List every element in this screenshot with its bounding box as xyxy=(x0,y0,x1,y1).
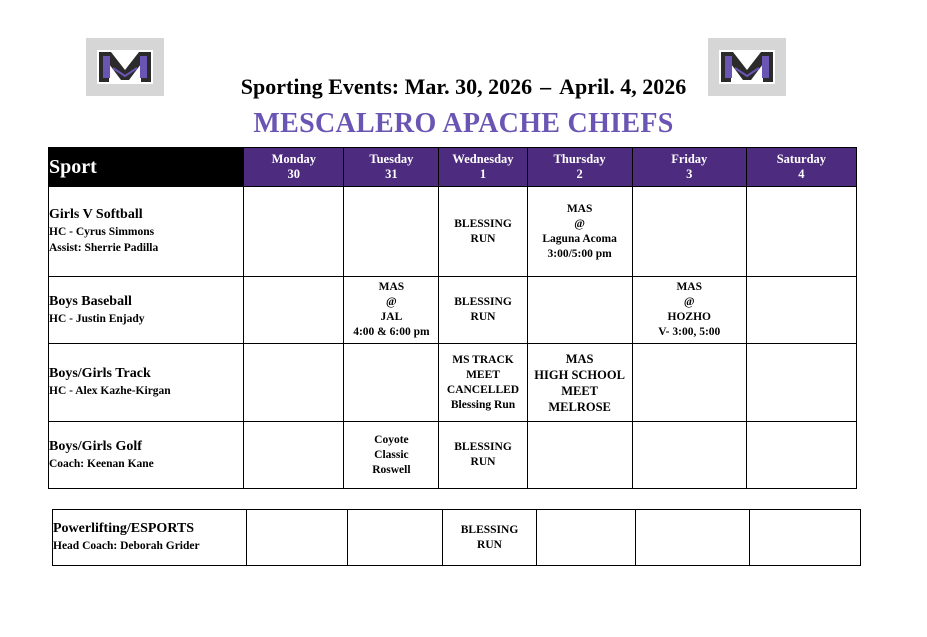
day-date: 1 xyxy=(479,167,487,181)
event-text: 4:00 & 6:00 pm xyxy=(353,326,430,338)
day-name: Saturday xyxy=(776,152,827,166)
event-cell-friday xyxy=(632,344,746,422)
event-cell-monday xyxy=(244,277,344,344)
event-cell-wednesday xyxy=(439,344,527,422)
sport-name: Powerlifting/ESPORTS xyxy=(53,521,195,536)
event-text: BLESSING xyxy=(454,217,512,230)
event-text: MAS xyxy=(378,281,405,293)
day-header-wednesday xyxy=(439,148,527,187)
event-text: MELROSE xyxy=(548,399,611,414)
event-text: CANCELLED xyxy=(446,383,520,396)
coach-name: Assist: Sherrie Padilla xyxy=(49,242,159,254)
event-cell-thursday xyxy=(537,510,636,566)
sport-column-header: Sport xyxy=(49,148,244,187)
event-cell-wednesday xyxy=(439,277,527,344)
day-date: 30 xyxy=(287,167,301,181)
event-cell-monday xyxy=(244,422,344,489)
event-cell-friday xyxy=(632,422,746,489)
table-row xyxy=(49,277,857,344)
event-text: MEET xyxy=(561,383,599,398)
event-cell-friday xyxy=(632,187,746,277)
event-cell-saturday xyxy=(746,277,856,344)
event-text: Blessing Run xyxy=(450,398,516,411)
event-cell-monday xyxy=(247,510,348,566)
event-text: RUN xyxy=(477,538,502,551)
event-text: @ xyxy=(386,296,397,308)
powerlifting-table xyxy=(52,509,861,566)
event-text: Laguna Acoma xyxy=(542,232,617,245)
event-cell-thursday xyxy=(527,422,632,489)
event-text: RUN xyxy=(470,311,496,323)
event-cell-thursday xyxy=(527,344,632,422)
event-text: MAS xyxy=(565,351,594,366)
event-text: RUN xyxy=(470,456,496,468)
event-text: 3:00/5:00 pm xyxy=(547,247,612,260)
event-text: MS TRACK xyxy=(452,353,514,366)
day-header-saturday xyxy=(746,148,856,187)
event-text: Coyote xyxy=(374,433,409,446)
event-cell-friday xyxy=(636,510,750,566)
coach-name: HC - Cyrus Simmons xyxy=(49,226,155,238)
event-text: BLESSING xyxy=(460,523,519,536)
sport-name: Boys Baseball xyxy=(49,293,132,309)
sport-cell xyxy=(49,344,244,422)
day-name: Wednesday xyxy=(452,152,514,166)
coach-name: HC - Justin Enjady xyxy=(49,312,145,325)
event-text: MAS xyxy=(676,281,703,293)
event-text: HOZHO xyxy=(667,311,711,323)
date-start: Sporting Events: Mar. 30, 2026 xyxy=(240,74,533,99)
event-text: MEET xyxy=(466,368,500,381)
event-cell-saturday xyxy=(746,422,856,489)
day-name: Tuesday xyxy=(369,152,414,166)
event-text: @ xyxy=(574,217,585,230)
day-date: 2 xyxy=(576,167,583,181)
event-cell-saturday xyxy=(746,344,856,422)
day-header-thursday xyxy=(527,148,632,187)
event-cell-tuesday xyxy=(348,510,443,566)
date-range-heading xyxy=(0,74,927,100)
day-name: Thursday xyxy=(553,152,606,166)
event-cell-monday xyxy=(244,344,344,422)
coach-name: Head Coach: Deborah Grider xyxy=(53,540,200,552)
event-text: HIGH SCHOOL xyxy=(534,367,625,382)
event-cell-friday xyxy=(632,277,746,344)
event-text: V- 3:00, 5:00 xyxy=(658,326,721,338)
table-row xyxy=(49,422,857,489)
event-text: BLESSING xyxy=(454,441,512,453)
date-end: April. 4, 2026 xyxy=(559,74,687,99)
event-cell-wednesday xyxy=(439,187,527,277)
sport-name: Boys/Girls Track xyxy=(49,366,151,381)
event-cell-wednesday xyxy=(443,510,537,566)
table-row xyxy=(49,344,857,422)
day-name: Friday xyxy=(671,152,708,166)
sport-cell xyxy=(49,422,244,489)
event-text: @ xyxy=(683,296,695,308)
event-cell-tuesday xyxy=(344,344,439,422)
event-cell-saturday xyxy=(750,510,861,566)
day-header-tuesday xyxy=(344,148,439,187)
event-cell-monday xyxy=(244,187,344,277)
event-cell-thursday xyxy=(527,277,632,344)
day-header-monday xyxy=(244,148,344,187)
day-name: Monday xyxy=(271,152,317,166)
date-dash: – xyxy=(540,74,552,99)
sport-name: Girls V Softball xyxy=(49,207,143,222)
sport-cell xyxy=(49,187,244,277)
page-title: MESCALERO APACHE CHIEFS xyxy=(253,108,674,139)
day-date: 4 xyxy=(798,167,805,181)
event-text: BLESSING xyxy=(454,296,512,308)
event-cell-tuesday xyxy=(344,422,439,489)
schedule-table xyxy=(48,147,857,489)
event-cell-wednesday xyxy=(439,422,527,489)
coach-name: Coach: Keenan Kane xyxy=(49,457,154,470)
event-cell-saturday xyxy=(746,187,856,277)
event-text: Classic xyxy=(374,448,409,461)
sport-cell xyxy=(49,277,244,344)
day-date: 31 xyxy=(385,167,398,181)
sport-cell xyxy=(53,510,247,566)
table-row xyxy=(53,510,861,566)
day-header-friday xyxy=(632,148,746,187)
table-row xyxy=(49,187,857,277)
event-text: JAL xyxy=(380,311,403,323)
event-text: Roswell xyxy=(372,463,411,476)
day-date: 3 xyxy=(686,167,693,181)
event-text: MAS xyxy=(566,202,593,215)
event-cell-thursday xyxy=(527,187,632,277)
sport-name: Boys/Girls Golf xyxy=(49,438,142,454)
header-row xyxy=(49,148,857,187)
event-cell-tuesday xyxy=(344,277,439,344)
event-cell-tuesday xyxy=(344,187,439,277)
coach-name: HC - Alex Kazhe-Kirgan xyxy=(49,385,171,397)
event-text: RUN xyxy=(470,232,496,245)
